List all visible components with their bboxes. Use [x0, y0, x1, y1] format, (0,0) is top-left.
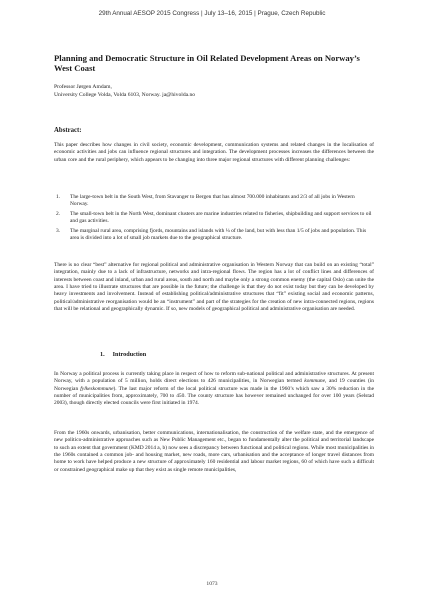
intro-italic-fylkeskommune: fylkeskommune	[80, 385, 114, 392]
list-item	[54, 194, 374, 209]
list-item-text: The marginal rural area, comprising fjords, mountains and islands with ¼ of the land, but with less than 1/5 of jobs and population. This area is divided into a lot of small job markets due to the geographical structure.	[70, 227, 367, 242]
section-number: 1.	[100, 351, 105, 358]
introduction-paragraph-1	[54, 371, 374, 408]
abstract-intro-text: This paper describes how changes in civil society, economic development, communication systems and related changes in the localisation of economic activities and jobs can influence regional structures and integration. The development processes increases the differences between the urban core and the rural periphery, which appears to be changing into three major regional structures with different planning challenges:	[54, 142, 374, 163]
introduction-paragraph-2	[54, 430, 374, 474]
list-item-number: 3.	[56, 227, 61, 234]
abstract-body-paragraph	[54, 262, 374, 313]
abstract-heading: Abstract:	[54, 127, 82, 134]
list-item	[54, 228, 374, 243]
author-affiliation: University College Volda, Volda 6103, Norway. ja@hivolda.no	[54, 91, 196, 98]
intro-text-part-b: and 19 counties (in Norwegian	[54, 378, 374, 392]
list-item	[54, 211, 374, 226]
list-item-number: 2.	[56, 210, 61, 217]
abstract-intro-paragraph	[54, 142, 374, 164]
list-item-text: The small-town belt in the North West, dominant clusters are marine industries related to fisheries, shipbuilding and support services to oil and gas activities.	[70, 210, 372, 225]
section-title: Introduction	[112, 351, 147, 358]
intro-text-part-c: ). The last major reform of the local political structure was made in the 1960’s which saw a 30% reduction in the number of municipalities from, approximately, 700 to 450. The county structure has however remained unchanged for over 100 years (Selstad 2003), though directly elected councils were first initiated in 1974.	[54, 385, 374, 407]
regional-structures-list	[54, 194, 374, 245]
abstract-body-text: There is no clear “best” alternative for regional political and administrative organisation in Western Norway that can build on an existing “total” integration, mainly due to a lack of infrastructure, networks and intra-regional flows. The region has a lot of conflict lines and differences of interests between coast and inland, urban and rural areas, south and north and maybe only a strong common enemy (the capital Oslo) can unite the area. I have tried to illustrate structures that are possible in the future; the challenge is that they do not exist today but they can be developed by heavy investments and involvement. Instead of establishing political/administrative structures that “fit” existing social and economic patterns, political/administrative reorganisation would be an “instrument” and part of the strategies for the creation of new intra-connected regions, regions that will be relational and geographically dynamic. If so, new models of geographical political and administrative organisation are needed.	[54, 262, 374, 313]
list-item-number: 1.	[56, 194, 61, 200]
page-number: 1073	[206, 581, 218, 587]
list-item-text: The large-town belt in the South West, from Stavanger to Bergen that has almost 700.000 inhabitants and 2/3 of all jobs in Western Norway.	[70, 194, 355, 208]
introduction-paragraph-2-text: From the 1960s onwards, urbanisation, better communications, internationalisation, the construction of the welfare state, and the emergence of new politico-administrative approaches such as New Public Management etc., began to fundamentally alter the political and territorial landscape to such an extent that government (KMD 2014 a, b) now sees a discrepancy between functional and political regions. While most municipalities in the 1960s contained a common job- and housing market, new roads, more cars, urbanisation and the acceptance of longer travel distances from home to work have helped produce a new structure of approximately 160 residential and labour market regions, 60 of which have such a difficult or constrained geographical make up that they exist as single remote municipalities,	[54, 430, 374, 473]
paper-title: Planning and Democratic Structure in Oil Related Development Areas on Norway’s West Coast	[54, 53, 360, 73]
running-header: 29th Annual AESOP 2015 Congress | July 13–16, 2015 | Prague, Czech Republic	[98, 10, 326, 17]
introduction-paragraph-1-text	[54, 371, 374, 408]
section-heading-introduction	[100, 351, 146, 358]
intro-italic-kommune: kommune,	[304, 378, 327, 385]
intro-text-part-a: In Norway a political process is currently taking place in respect of how to reform sub-national political and administrative structures. At present Norway, with a population of 5 million, holds direct elections to 426 municipalities, in Norwegian termed	[54, 371, 374, 385]
author-block	[54, 84, 374, 99]
author-name: Professor Jørgen Amdam,	[54, 84, 112, 90]
